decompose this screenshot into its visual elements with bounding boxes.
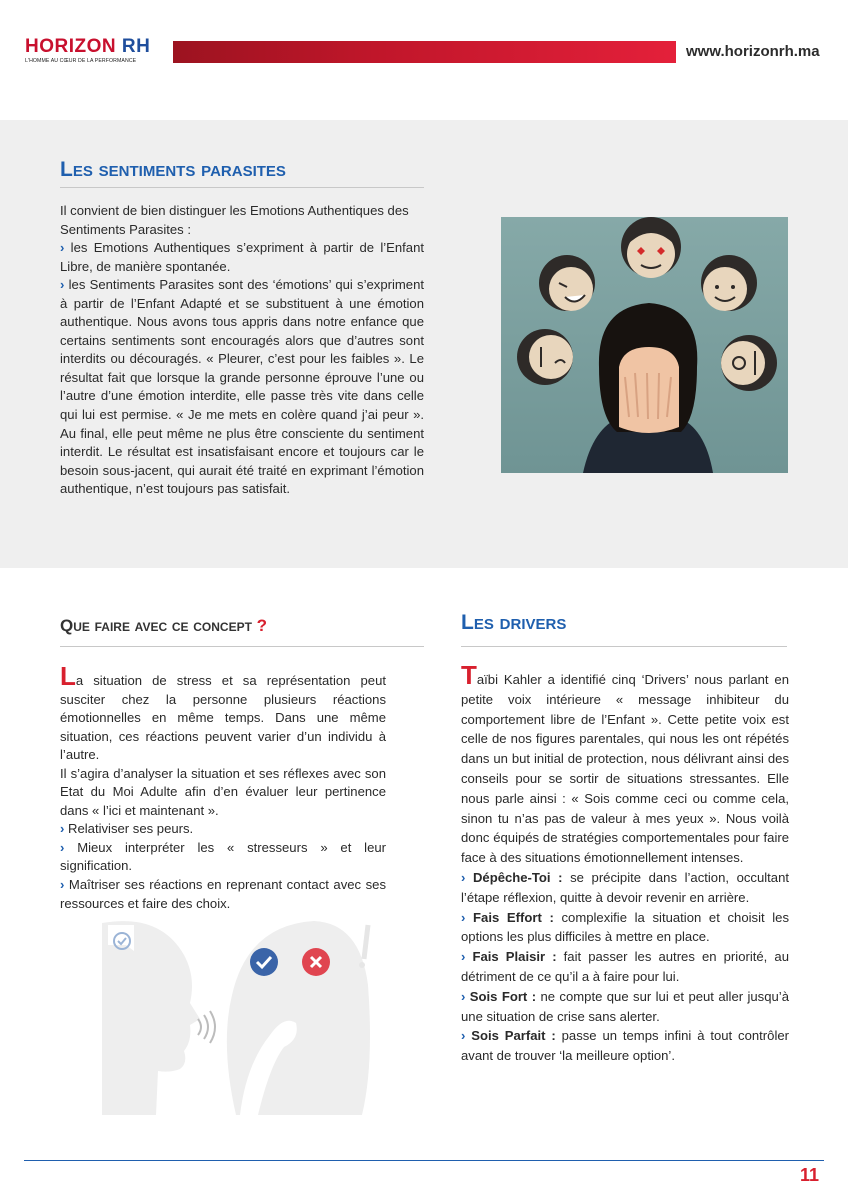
driver-name: Dépêche-Toi : <box>472 869 563 885</box>
drop-cap: L <box>60 661 76 691</box>
bullet-text: Relativiser ses peurs. <box>68 821 194 837</box>
driver-name: Sois Parfait : <box>471 1028 556 1044</box>
paragraph: Il s’agira d’analyser la situation et ses réflexes avec son Etat du Moi Adulte afin d’en évaluer leur pertinence dans « l’ici et maintenant ». <box>60 765 386 818</box>
driver-name: Sois Fort : <box>469 988 537 1004</box>
emoji-disc-smile <box>701 255 757 311</box>
driver-item <box>461 947 789 987</box>
section-title-sentiments-parasites: Les sentiments parasites <box>60 158 286 181</box>
chevron-right-icon: › <box>461 988 466 1004</box>
paragraph-text: aïbi Kahler a identifié cinq ‘Drivers’ nous parlant en petite voix intérieure « message inhibiteur du comportement libre de l’Enfant ». Cette petite voix est celle de nos figures parentales, qui nous les ont répétés dans un but initial de protection, nous délivrant ainsi des conseils pour se sortir de situations stressantes. Elle nous parle ainsi : « Sois comme ceci ou comme cela, sinon tu n’as pas de valeur à mes yeux ». Nous voilà donc équipés de stratégies comportementales pour faire face à des situations émotionnellement intenses. <box>461 672 789 866</box>
sound-waves-icon <box>198 1011 215 1043</box>
question-mark: ? <box>256 616 268 635</box>
page-header <box>0 0 848 118</box>
chevron-right-icon: › <box>60 877 65 893</box>
intro-paragraph: Il convient de bien distinguer les Emotions Authentiques des Sentiments Parasites : <box>60 203 409 237</box>
two-heads-illustration <box>100 915 390 1115</box>
section-title-que-faire <box>60 616 267 636</box>
chevron-right-icon: › <box>60 839 65 855</box>
section-title-drivers: Les drivers <box>461 611 567 634</box>
bullet-item <box>60 276 424 499</box>
chevron-right-icon: › <box>461 909 466 925</box>
section-divider <box>60 646 424 647</box>
chevron-right-icon: › <box>60 240 65 256</box>
driver-name: Fais Effort : <box>473 909 554 925</box>
logo-brand-part2: RH <box>121 36 151 57</box>
bullet-text: Mieux interpréter les « stresseurs » et leur signification. <box>60 839 386 874</box>
chevron-right-icon: › <box>60 821 65 837</box>
section-que-faire-body <box>60 661 386 913</box>
bullet-item <box>60 876 386 913</box>
exclamation-icon <box>364 925 368 959</box>
page-number: 11 <box>800 1165 820 1185</box>
bullet-item <box>60 239 424 276</box>
driver-text: ne compte que sur lui et peut aller jusqu’à une situation de crise sans alerter. <box>461 988 789 1024</box>
footer-divider <box>24 1160 824 1161</box>
section-sentiments-body <box>60 202 424 499</box>
logo-tagline: L'HOMME AU CŒUR DE LA PERFORMANCE <box>25 58 137 64</box>
bullet-text: les Emotions Authentiques s’expriment à partir de l’Enfant Libre, de manière spontanée. <box>60 240 424 274</box>
chevron-right-icon: › <box>461 1028 466 1044</box>
check-circle-icon <box>250 948 278 976</box>
emoji-disc-laugh <box>539 255 595 311</box>
chevron-right-icon: › <box>60 277 65 293</box>
chevron-right-icon: › <box>461 869 466 885</box>
driver-item <box>461 987 789 1027</box>
paragraph <box>461 660 789 868</box>
emoji-disc-sad <box>517 329 573 385</box>
bullet-text: les Sentiments Parasites sont des ‘émotions’ qui s’expriment à partir de l’Enfant Adapté et se substituent à une émotion authentique. Nous avons tous appris dans notre enfance que certains sentiments sont encouragés alors que d’autres sont interdits ou découragés. « Pleurer, c’est pour les faibles ». Le résultat fait que lorsque la grande personne éprouve l’une ou l’autre d’une émotion interdite, elle passe très vite dans celle qui lui est permise. « Je me mets en colère quand j’ai peur ». Au final, elle peut même ne plus être consciente du sentiment interdit. Le résultat est insatisfaisant encore et toujours car le besoin sous-jacent, qui aurait été traité en exprimant l’émotion authentique, n’est toujours pas satisfait. <box>60 277 424 497</box>
bullet-item <box>60 820 386 839</box>
header-red-bar <box>173 41 676 63</box>
logo-brand-part1: HORIZON <box>25 36 117 57</box>
bullet-text: Maîtriser ses réactions en reprenant contact avec ses ressources et faire des choix. <box>60 877 386 911</box>
section-divider <box>60 187 424 188</box>
girl-emotions-photo <box>501 217 788 473</box>
chevron-right-icon: › <box>461 949 466 965</box>
driver-item <box>461 908 789 948</box>
section-title-text: Que faire avec ce concept <box>60 616 252 635</box>
driver-text: complexifie la situation et choisit les options les plus difficiles à mettre en place. <box>461 909 790 945</box>
drop-cap: T <box>461 660 477 690</box>
bullet-item <box>60 839 386 876</box>
heads-graphic <box>100 915 390 1115</box>
left-head-silhouette <box>102 921 200 1115</box>
website-url: www.horizonrh.ma <box>686 43 820 60</box>
paragraph-text: a situation de stress et sa représentation peut susciter chez la personne plusieurs réactions émotionnelles en même temps. Dans une même situation, ces réactions peuvent varier d’un individu à l’autre. <box>60 673 386 763</box>
driver-text: fait passer les autres en priorité, au détriment de ce qu’il a à faire pour lui. <box>461 949 789 984</box>
horizon-rh-logo <box>25 38 165 68</box>
section-divider <box>461 646 787 647</box>
section-drivers-body <box>461 660 790 1066</box>
photo-illustration <box>501 217 788 473</box>
driver-text: passe un temps infini à tout contrôler avant de trouver ‘la meilleure option’. <box>461 1028 790 1064</box>
paragraph <box>60 661 386 765</box>
driver-item <box>461 1026 789 1066</box>
emoji-disc-surprised <box>721 335 777 391</box>
driver-name: Fais Plaisir : <box>472 949 557 965</box>
driver-text: se précipite dans l’action, occultant l’étape réflexion, quitte à devoir revenir en arrière. <box>461 869 789 905</box>
driver-item <box>461 868 789 908</box>
